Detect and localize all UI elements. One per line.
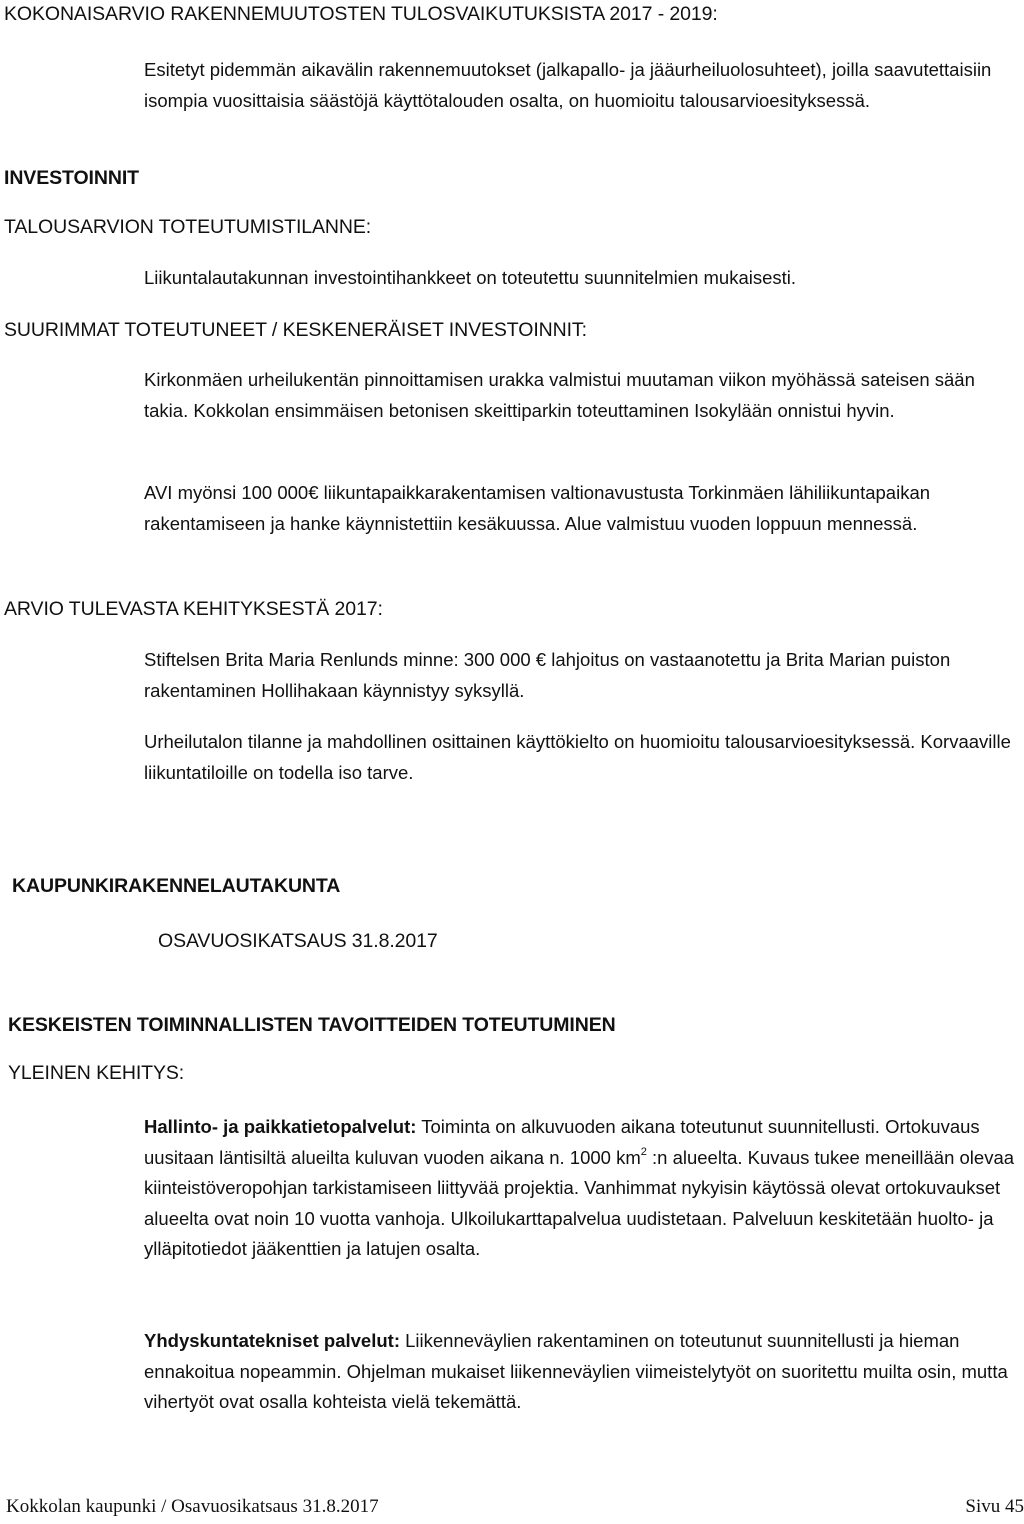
paragraph-hallinto: [144, 1112, 1016, 1265]
section-heading-investoinnit: INVESTOINNIT: [4, 167, 139, 189]
subheading-forecast: ARVIO TULEVASTA KEHITYKSESTÄ 2017:: [4, 598, 383, 620]
forecast-paragraph-2: [144, 727, 1016, 788]
intro-text: Esitetyt pidemmän aikavälin rakennemuutokset (jalkapallo- ja jääurheiluolosuhteet), joilla saavutettaisiin isompia vuosittaisia säästöjä käyttötalouden osalta, on huomioitu talousarvioesityksessä.: [144, 59, 992, 111]
forecast-paragraph-1: [144, 645, 1016, 706]
subheading-general-development: YLEINEN KEHITYS:: [8, 1062, 185, 1084]
budget-status-text: Liikuntalautakunnan investointihankkeet on toteutettu suunnitelmien mukaisesti.: [144, 267, 797, 288]
budget-status-paragraph: [144, 263, 1016, 294]
largest-investments-paragraph-2: [144, 478, 1016, 539]
section-heading-goals: KESKEISTEN TOIMINNALLISTEN TAVOITTEIDEN TOTEUTUMINEN: [8, 1014, 616, 1036]
intro-paragraph: [144, 55, 1016, 116]
subheading-largest-investments: SUURIMMAT TOTEUTUNEET / KESKENERÄISET INVESTOINNIT:: [4, 319, 587, 341]
yhdyskuntatekniset-body: Liikenneväylien rakentaminen on toteutunut suunnitellusti ja hieman ennakoitua nopeammin. Ohjelman mukaiset liikenneväylien viimeistelytyöt on suoritettu muilta osin, mutta vihertyöt ovat osalla kohteista vielä tekemättä.: [144, 1330, 1008, 1412]
subheading-osavuosikatsaus: OSAVUOSIKATSAUS 31.8.2017: [158, 930, 438, 952]
hallinto-text: [144, 1112, 1016, 1265]
hallinto-label: Hallinto- ja paikkatietopalvelut:: [144, 1116, 417, 1137]
yhdyskuntatekniset-label: Yhdyskuntatekniset palvelut:: [144, 1330, 400, 1351]
yhdyskuntatekniset-text: [144, 1326, 1016, 1418]
section-heading-kaupunkirakennelautakunta: KAUPUNKIRAKENNELAUTAKUNTA: [12, 875, 341, 897]
subheading-budget-status: TALOUSARVION TOTEUTUMISTILANNE:: [4, 216, 372, 238]
page-heading-summary: KOKONAISARVIO RAKENNEMUUTOSTEN TULOSVAIKUTUKSISTA 2017 - 2019:: [4, 3, 718, 25]
hallinto-text-a: Toiminta on alkuvuoden aikana toteutunut suunnitellusti. Ortokuvaus uusitaan läntisiltä alueilta kuluvan vuoden aikana n. 1000 km: [144, 1116, 980, 1168]
footer-page-number: Sivu 45: [965, 1496, 1024, 1517]
hallinto-superscript: 2: [640, 1145, 647, 1158]
footer-publication: Kokkolan kaupunki / Osavuosikatsaus 31.8.2017: [6, 1496, 379, 1517]
largest-investments-text-1: Kirkonmäen urheilukentän pinnoittamisen urakka valmistui muutaman viikon myöhässä sateisen sään takia. Kokkolan ensimmäisen betonisen skeittiparkin toteuttaminen Isokylään onnistui hyvin.: [144, 369, 975, 421]
largest-investments-text-2: AVI myönsi 100 000€ liikuntapaikkarakentamisen valtionavustusta Torkinmäen lähiliikuntapaikan rakentamiseen ja hanke käynnistettiin kesäkuussa. Alue valmistuu vuoden loppuun mennessä.: [144, 482, 931, 534]
largest-investments-paragraph-1: [144, 365, 1016, 426]
paragraph-yhdyskuntatekniset: [144, 1326, 1016, 1418]
forecast-text-1: Stiftelsen Brita Maria Renlunds minne: 300 000 € lahjoitus on vastaanotettu ja Brita Marian puiston rakentaminen Hollihakaan käynnistyy syksyllä.: [144, 649, 951, 701]
forecast-text-2: Urheilutalon tilanne ja mahdollinen osittainen käyttökielto on huomioitu talousarvioesityksessä. Korvaaville liikuntatiloille on todella iso tarve.: [144, 731, 1011, 783]
hallinto-text-b: :n alueelta. Kuvaus tukee meneillään olevaa kiinteistöveropohjan tarkistamiseen liittyvää projektia. Vanhimmat nykyisin käytössä olevat ortokuvaukset alueelta ovat noin 10 vuotta vanhoja. Ulkoilukarttapalvelua uudistetaan. Palveluun keskitetään huolto- ja ylläpitotiedot jääkenttien ja latujen osalta.: [144, 1146, 1015, 1259]
